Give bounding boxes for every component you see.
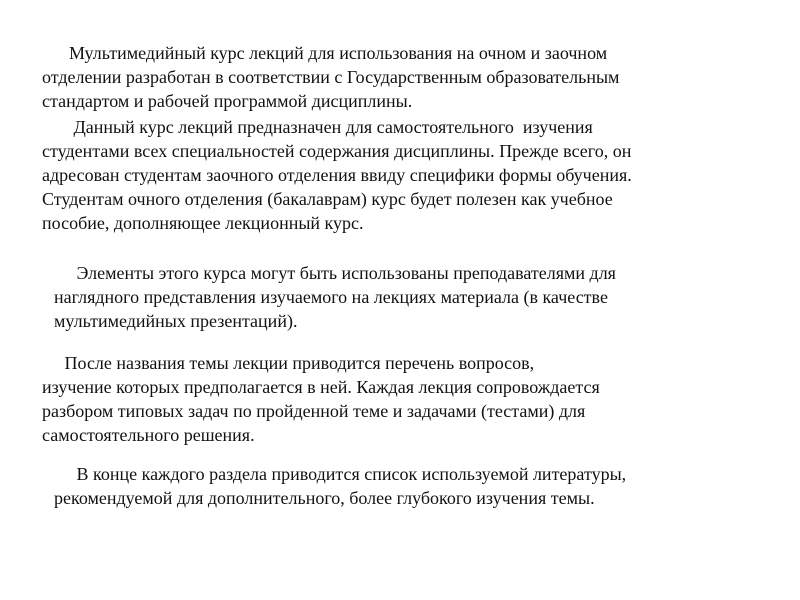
text-line: стандартом и рабочей программой дисциплины. (42, 91, 413, 111)
text-line: В конце каждого раздела приводится список используемой литературы, (54, 464, 627, 484)
text-line: изучение которых предполагается в ней. Каждая лекция сопровождается (42, 377, 600, 397)
text-line: разбором типовых задач по пройденной теме и задачами (тестами) для (42, 401, 586, 421)
paragraph-literature (54, 462, 626, 510)
text-line: адресован студентам заочного отделения ввиду специфики формы обучения. (42, 165, 632, 185)
text-line: Мультимедийный курс лекций для использования на очном и заочном (42, 43, 608, 63)
text-line: отделении разработан в соответствии с Государственным образовательным (42, 67, 620, 87)
text-line: Студентам очного отделения (бакалаврам) курс будет полезен как учебное (42, 189, 613, 209)
text-line: самостоятельного решения. (42, 425, 255, 445)
text-line: Элементы этого курса могут быть использованы преподавателями для (54, 263, 616, 283)
text-line: наглядного представления изучаемого на лекциях материала (в качестве (54, 287, 608, 307)
paragraph-course-purpose (42, 115, 632, 235)
text-line: мультимедийных презентаций). (54, 311, 298, 331)
paragraph-lecture-structure (42, 351, 600, 447)
paragraph-course-intro (42, 41, 619, 113)
text-line: Данный курс лекций предназначен для самостоятельного изучения (42, 117, 593, 137)
paragraph-course-elements (54, 261, 616, 333)
text-line: пособие, дополняющее лекционный курс. (42, 213, 364, 233)
text-line: студентами всех специальностей содержания дисциплины. Прежде всего, он (42, 141, 632, 161)
text-line: рекомендуемой для дополнительного, более глубокого изучения темы. (54, 488, 595, 508)
text-line: После названия темы лекции приводится перечень вопросов, (42, 353, 535, 373)
